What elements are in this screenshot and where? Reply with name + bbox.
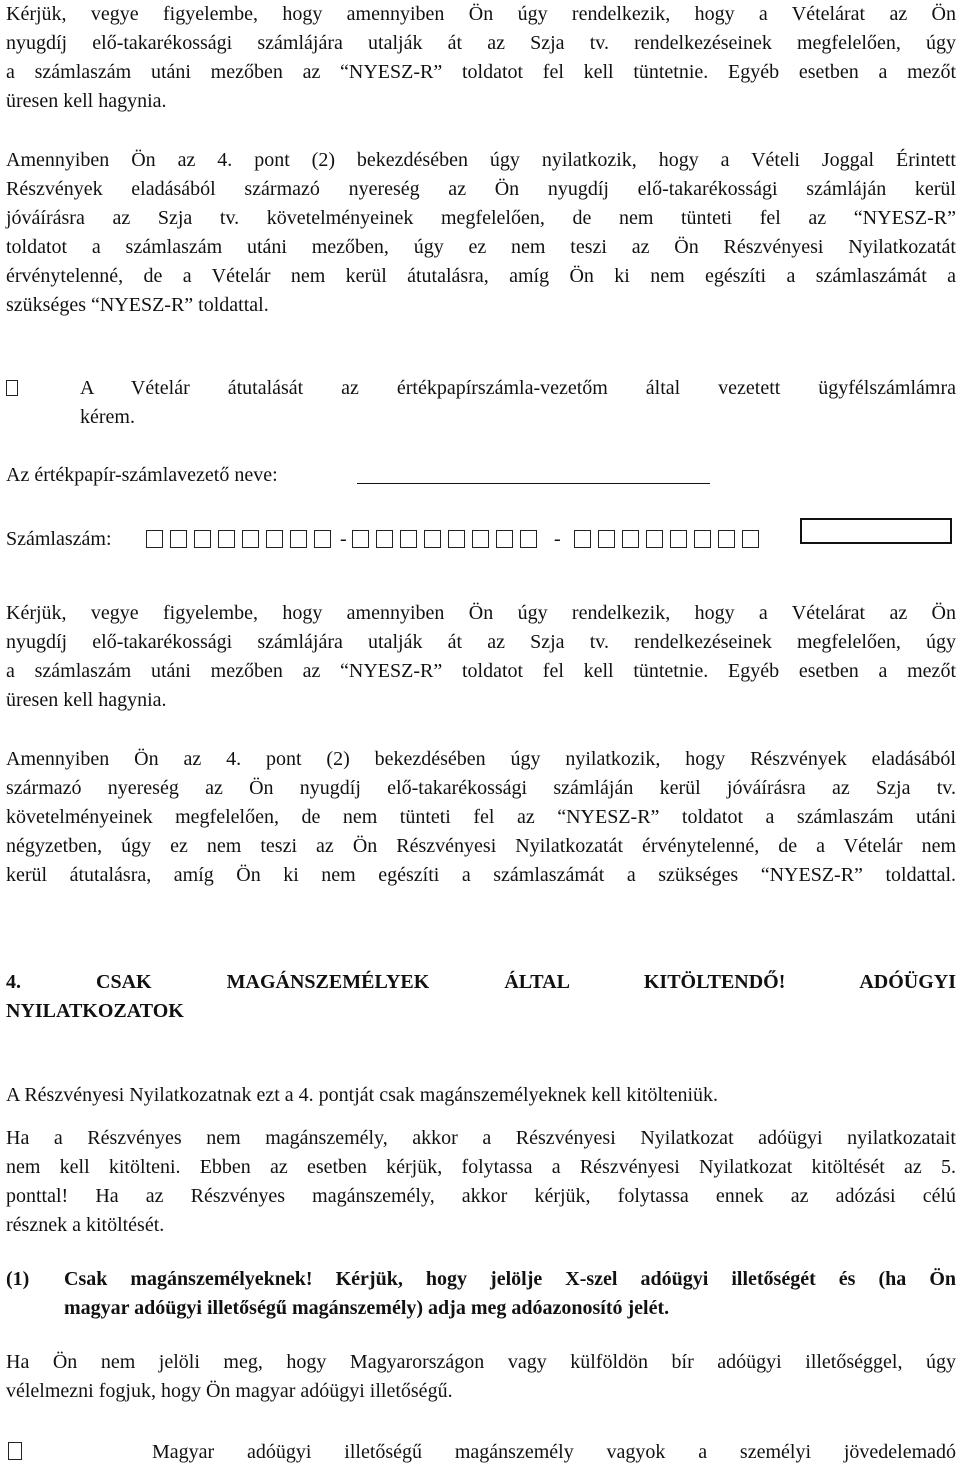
digit-box[interactable]	[670, 530, 687, 548]
digit-box[interactable]	[170, 530, 187, 548]
text-line: négyzetben, úgy ez nem teszi az Ön Részvényesi Nyilatkozatát érvénytelenné, de a Vételár nem	[6, 835, 956, 857]
digit-box[interactable]	[472, 530, 489, 548]
text-line: a számlaszám utáni mezőben az “NYESZ-R” toldatot fel kell tüntetnie. Egyéb esetben a mezőt	[6, 660, 956, 682]
text-line: a számlaszám utáni mezőben az “NYESZ-R” toldatot fel kell tüntetnie. Egyéb esetben a mezőt	[6, 61, 956, 83]
account-number-boxes[interactable]	[146, 525, 786, 554]
text-line: kerül átutalásra, amíg Ön ki nem egészíti a számlaszámát a szükséges “NYESZ-R” toldattal.	[6, 864, 956, 886]
text-line: ponttal! Ha az Részvényes magánszemély, akkor kérjük, folytassa ennek az adózási célú	[6, 1185, 956, 1207]
text-line: Amennyiben Ön az 4. pont (2) bekezdésében úgy nyilatkozik, hogy a Vételi Joggal Érintett	[6, 149, 956, 171]
intro-paragraph: A Részvényesi Nyilatkozatnak ezt a 4. pontját csak magánszemélyeknek kell kitölteniük.	[6, 1084, 719, 1106]
account-separator: -	[554, 528, 561, 550]
text-line: Kérjük, vegye figyelembe, hogy amennyiben Ön úgy rendelkezik, hogy a Vételárat az Ön	[6, 602, 956, 624]
heading-line: 4. CSAK MAGÁNSZEMÉLYEK ÁLTAL KITÖLTENDŐ! ADÓÜGYI	[6, 971, 956, 993]
digit-box[interactable]	[646, 530, 663, 548]
digit-box[interactable]	[742, 530, 759, 548]
digit-box[interactable]	[218, 530, 235, 548]
text-line: toldatot a számlaszám utáni mezőben, úgy ez nem teszi az Ön Részvényesi Nyilatkozatát	[6, 236, 956, 258]
custodian-name-label: Az értékpapír-számlavezető neve:	[6, 464, 278, 486]
text-line: vélelmezni fogjuk, hogy Ön magyar adóügyi illetőségű.	[6, 1380, 453, 1402]
text-line: Részvények eladásából származó nyereség az Ön nyugdíj elő-takarékossági számláján kerül	[6, 178, 956, 200]
transfer-option-checkbox[interactable]	[6, 380, 18, 396]
text-line: Ha Ön nem jelöli meg, hogy Magyarországon vagy külföldön bír adóügyi illetőséggel, úgy	[6, 1351, 956, 1373]
text-line: üresen kell hagynia.	[6, 689, 167, 711]
digit-box[interactable]	[496, 530, 513, 548]
text-line: nem kell kitölteni. Ebben az esetben kérjük, folytassa a Részvényesi Nyilatkozat kitöltését az 5.	[6, 1156, 956, 1178]
account-separator: -	[340, 528, 347, 550]
digit-box[interactable]	[520, 530, 537, 548]
digit-box[interactable]	[266, 530, 283, 548]
text-line: A Vételár átutalását az értékpapírszámla-vezetőm által vezetett ügyfélszámlámra	[80, 377, 956, 399]
digit-box[interactable]	[574, 530, 591, 548]
text-line: származó nyereség az Ön nyugdíj elő-takarékossági számláján kerül jóváírásra az Szja tv.	[6, 777, 956, 799]
digit-box[interactable]	[694, 530, 711, 548]
text-line: résznek a kitöltését.	[6, 1214, 165, 1236]
digit-box[interactable]	[314, 530, 331, 548]
resident-option-checkbox[interactable]	[8, 1442, 22, 1460]
text-line: Magyar adóügyi illetőségű magánszemély vagyok a személyi jövedelemadó	[152, 1441, 956, 1463]
text-line: üresen kell hagynia.	[6, 90, 167, 112]
text-line: Csak magánszemélyeknek! Kérjük, hogy jelölje X-szel adóügyi illetőségét és (ha Ön	[64, 1268, 956, 1290]
text-line: Amennyiben Ön az 4. pont (2) bekezdésében úgy nyilatkozik, hogy Részvények eladásából	[6, 748, 956, 770]
digit-box[interactable]	[352, 530, 369, 548]
digit-box[interactable]	[290, 530, 307, 548]
text-line: Kérjük, vegye figyelembe, hogy amennyiben Ön úgy rendelkezik, hogy a Vételárat az Ön	[6, 3, 956, 25]
nyesz-r-suffix-box[interactable]	[800, 518, 952, 544]
text-line: követelményeinek megfelelően, de nem tünteti fel az “NYESZ-R” toldatot a számlaszám utáni	[6, 806, 956, 828]
digit-box[interactable]	[598, 530, 615, 548]
text-line: jóváírásra az Szja tv. követelményeinek megfelelően, de nem tünteti fel az “NYESZ-R”	[6, 207, 956, 229]
digit-box[interactable]	[194, 530, 211, 548]
custodian-name-field[interactable]	[357, 483, 710, 484]
digit-box[interactable]	[400, 530, 417, 548]
digit-box[interactable]	[718, 530, 735, 548]
digit-box[interactable]	[424, 530, 441, 548]
text-line: kérem.	[80, 406, 135, 428]
digit-box[interactable]	[146, 530, 163, 548]
text-line: szükséges “NYESZ-R” toldattal.	[6, 294, 269, 316]
text-line: nyugdíj elő-takarékossági számlájára utalják át az Szja tv. rendelkezéseinek megfelelően, úgy	[6, 32, 956, 54]
text-line: érvénytelenné, de a Vételár nem kerül átutalásra, amíg Ön ki nem egészíti a számlaszámát a	[6, 265, 956, 287]
item-number: (1)	[6, 1268, 30, 1290]
text-line: Ha a Részvényes nem magánszemély, akkor a Részvényesi Nyilatkozat adóügyi nyilatkozatait	[6, 1127, 956, 1149]
heading-line: NYILATKOZATOK	[6, 1000, 184, 1022]
digit-box[interactable]	[242, 530, 259, 548]
text-line: nyugdíj elő-takarékossági számlájára utalják át az Szja tv. rendelkezéseinek megfelelően, úgy	[6, 631, 956, 653]
account-number-label: Számlaszám:	[6, 528, 112, 550]
text-line: magyar adóügyi illetőségű magánszemély) adja meg adóazonosító jelét.	[64, 1297, 670, 1319]
digit-box[interactable]	[376, 530, 393, 548]
digit-box[interactable]	[622, 530, 639, 548]
digit-box[interactable]	[448, 530, 465, 548]
